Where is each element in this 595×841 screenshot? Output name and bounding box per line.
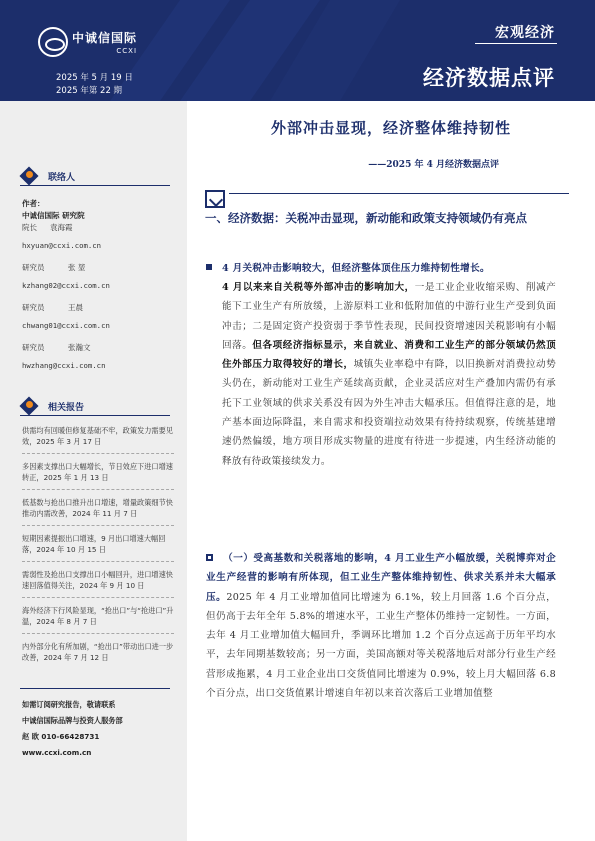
- section-rule: [229, 193, 569, 194]
- institute-name: 中诚信国际 研究院: [22, 211, 85, 220]
- contact-role: 院长: [22, 223, 37, 232]
- report-type: 经济数据点评: [423, 66, 555, 90]
- section-heading: 一、经济数据：关税冲击显现，新动能和政策支持领域仍有亮点: [205, 211, 527, 225]
- phone-number[interactable]: 010-66428731: [41, 732, 100, 741]
- contact-email[interactable]: hwzhang@ccxi.com.cn: [22, 361, 106, 370]
- subscribe-info: [22, 697, 177, 761]
- report-issue: 2025 年第 22 期: [56, 86, 123, 96]
- contact-rule: [20, 185, 170, 186]
- related-section-header: [20, 396, 84, 416]
- contact-email[interactable]: chwang01@ccxi.com.cn: [22, 321, 110, 330]
- logo-english: CCXI: [116, 47, 138, 55]
- bullet-paragraph-2: [206, 549, 556, 769]
- ccxi-logo: [38, 27, 137, 57]
- related-title: 相关报告: [48, 402, 85, 413]
- ccxi-logo-icon: [38, 27, 68, 57]
- website-link[interactable]: www.ccxi.com.cn: [22, 748, 92, 757]
- report-subtitle: ——2025 年 4 月经济数据点评: [368, 160, 499, 170]
- hollow-bullet-icon: [206, 554, 213, 561]
- square-bullet-icon: [206, 264, 212, 270]
- contact-item: [22, 262, 172, 274]
- paragraph-1: [206, 278, 556, 471]
- contact-email[interactable]: hxyuan@ccxi.com.cn: [22, 241, 102, 250]
- related-report-link[interactable]: 供需均有回暖但修复基础不牢，政策发力需要见效，2025 年 3 月 17 日: [22, 425, 174, 454]
- logo-chinese: 中诚信国际: [72, 31, 138, 45]
- related-report-link[interactable]: 短期因素提振出口增速，9 月出口增速大幅回落，2024 年 10 月 15 日: [22, 533, 174, 562]
- contact-role: 研究员: [22, 343, 45, 352]
- related-report-link[interactable]: 内外部分化有所加剧，“抢出口”带动出口进一步改善，2024 年 7 月 12 日: [22, 642, 174, 662]
- contact-item: [22, 342, 172, 354]
- related-reports-icon: [20, 396, 42, 416]
- subscribe-department: 中诚信国际品牌与投资人服务部: [22, 716, 123, 725]
- p1-text: 一是工业企业收缩采购、削减产能下工业生产有所放缓，上游原料工业和低附加值的中游行业生产受到负面冲击；二是固定资产投资弱于季节性表现，民间投资增速因关税影响有小幅回落。: [222, 282, 557, 351]
- contact-item: [22, 302, 172, 314]
- contact-role: 研究员: [22, 303, 45, 312]
- report-category: 宏观经济: [495, 25, 555, 41]
- sub1-heading: （一）受高基数和关税落地的影响，4 月工业生产小幅放缓，关税博弈对企业生产经营的影响有所体现，但工业生产整体维持韧性、供求关系并未大幅承压。: [206, 553, 556, 603]
- report-date: 2025 年 5 月 19 日: [56, 73, 133, 83]
- related-report-link[interactable]: 海外经济下行风险显现，“抢出口”与“抢进口”升温，2024 年 8 月 7 日: [22, 605, 174, 634]
- related-rule: [20, 415, 170, 416]
- subscribe-title: 如需订阅研究报告，敬请联系: [22, 700, 116, 709]
- contact-list: [22, 198, 172, 382]
- contact-role: 研究员: [22, 263, 45, 272]
- bullet1-heading: 4 月关税冲击影响较大，但经济整体顶住压力维持韧性增长。: [222, 263, 490, 274]
- contact-name: 张 堃: [68, 263, 86, 272]
- contact-name: 张瀚文: [68, 343, 91, 352]
- contact-icon: [20, 166, 42, 186]
- contact-section-header: [20, 166, 75, 186]
- related-report-link[interactable]: 需弱性及抢出口支撑出口小幅回升，进口增速快速回落值得关注，2024 年 9 月 10 日: [22, 569, 174, 598]
- contact-email[interactable]: kzhang02@ccxi.com.cn: [22, 281, 110, 290]
- section-marker-icon: [205, 190, 225, 208]
- contact-title: 联络人: [48, 172, 76, 183]
- report-header: [0, 0, 595, 101]
- related-reports-list: [22, 425, 174, 676]
- contact-name: 袁海霞: [50, 223, 73, 232]
- p1-text-2: 城镇失业率稳中有降，以旧换新对消费拉动势头仍在，新动能对工业生产延续高贡献，企业灵活应对生产叠加内需仍有承托下工业领域的供求关系没有因为外生冲击大幅承压。但值得注意的是，地产基本面边际降温，来自需求和投资端拉动效果有待持续观察，传统基建增速仍然偏缓，地方项目形成实物量的进度有待进一步提速，内生经济动能的释放有待政策接续发力。: [222, 359, 556, 467]
- phone-contact: 赵 欧: [22, 732, 39, 741]
- report-title: 外部冲击显现，经济整体维持韧性: [270, 119, 511, 137]
- sub1-text: 2025 年 4 月工业增加值同比增速为 6.1%，较上月回落 1.6 个百分点，但仍高于去年全年 5.8%的增速水平，工业生产整体仍维持一定韧性。一方面，去年 4 月工业增加值大幅回升，季调环比增加 1.2 个百分点远高于历年平均水平，去年同期基数较高；另一方面，美国高额对等关税落地后对部分行业生产经营形成拖累，4 月工业企业出口交货值同比增速为 0.9%，较上月大幅回落 6.8 个百分点，出口交货值累计增速自年初以来首次落后工业增加值整: [206, 591, 556, 700]
- p1-bold-2: 但各项经济指标显示，来自就业、消费和工业生产的部分领域仍然顶住外部压力取得较好的增长，: [222, 339, 556, 371]
- subscribe-phone-row: [22, 729, 177, 745]
- related-report-link[interactable]: 低基数与抢出口推升出口增速，增量政策细节快推动内需改善，2024 年 11 月 7 日: [22, 497, 174, 526]
- p1-bold: 4 月以来来自关税等外部冲击的影响加大，: [222, 282, 415, 293]
- subscribe-rule: [20, 688, 170, 689]
- related-report-link[interactable]: 多因素支撑出口大幅增长，节日效应下进口增速转正，2025 年 1 月 13 日: [22, 461, 174, 490]
- contact-item: [22, 222, 172, 234]
- category-underline: [475, 43, 557, 44]
- contact-name: 王晨: [68, 303, 83, 312]
- bullet-paragraph-1: [206, 259, 556, 278]
- author-label: 作者：: [22, 199, 45, 208]
